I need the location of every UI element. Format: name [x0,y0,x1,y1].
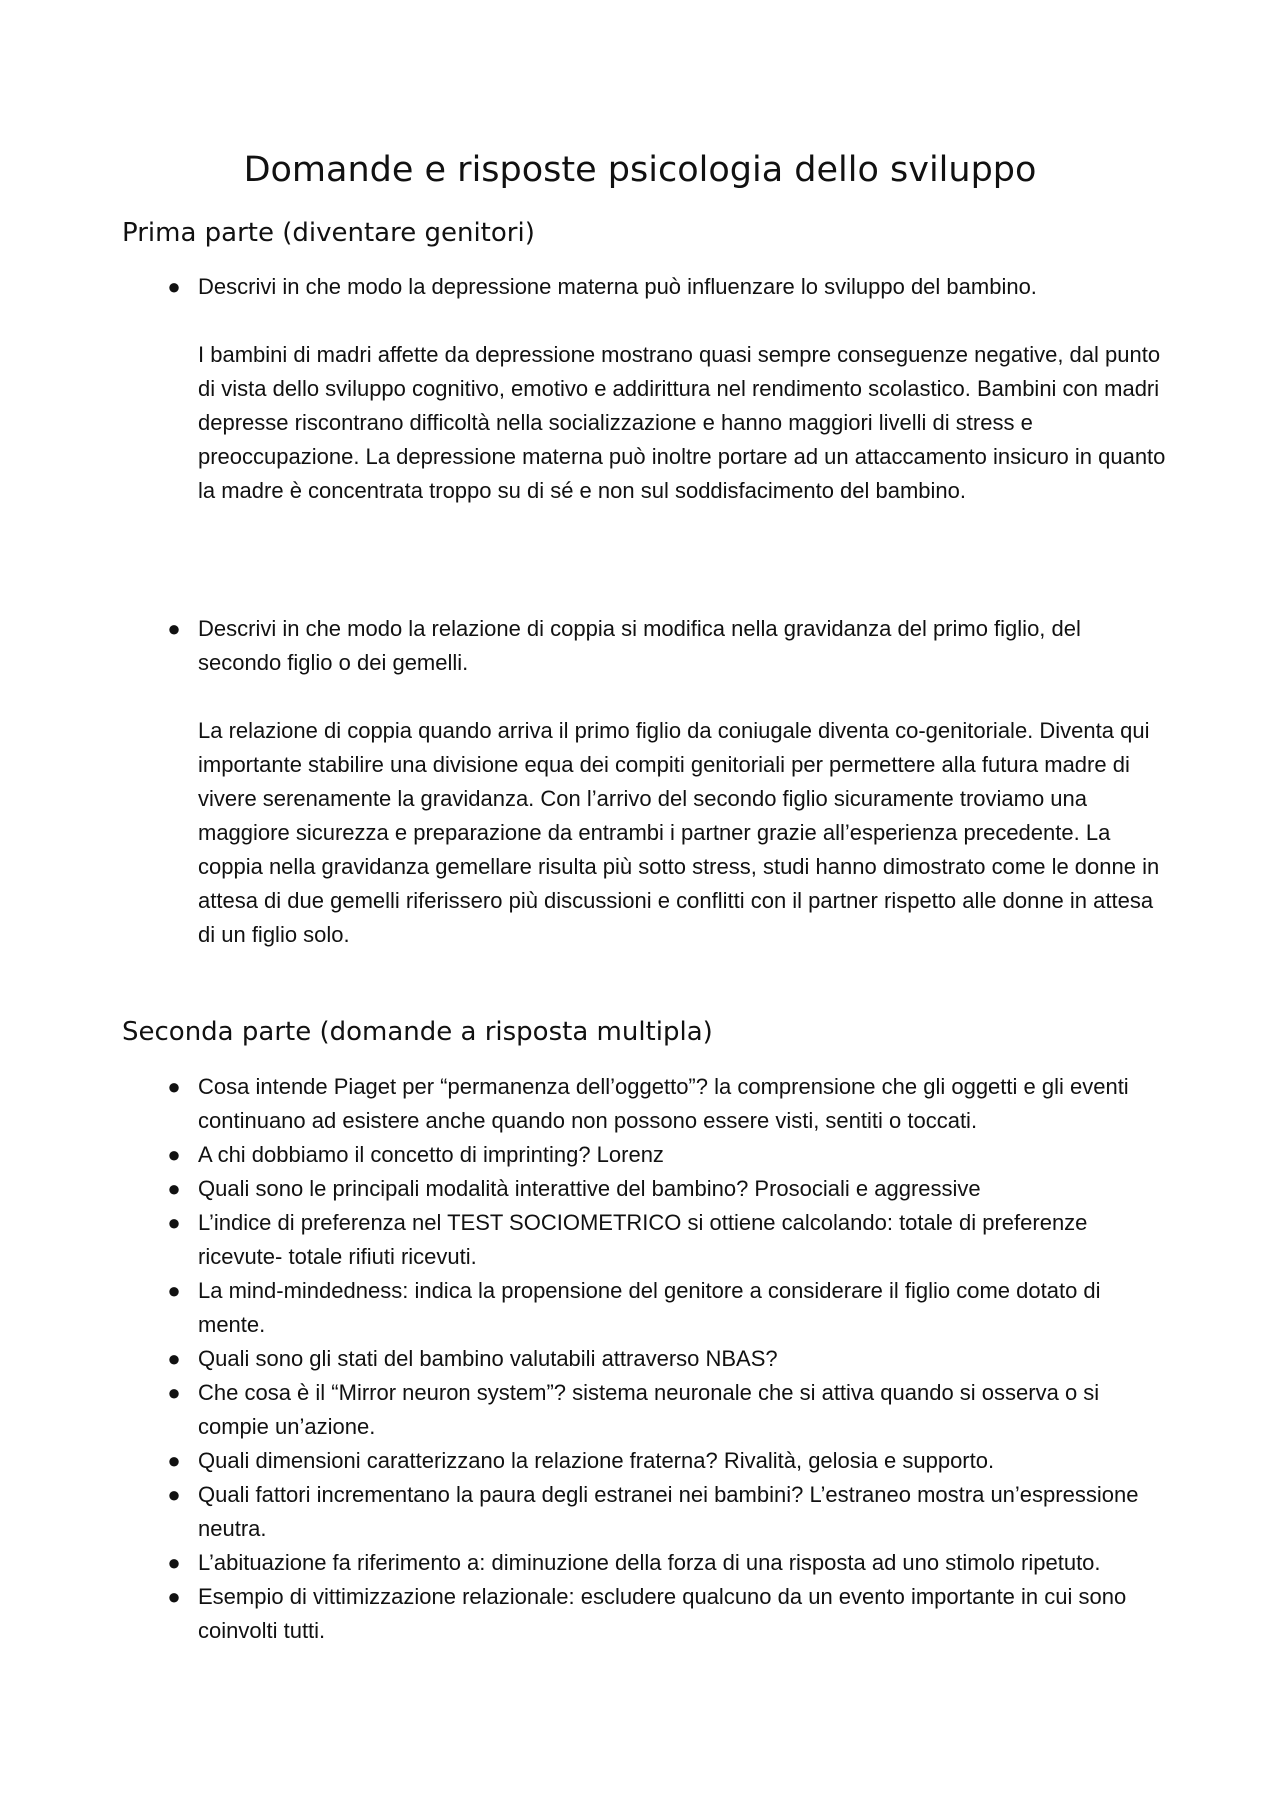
list-item-text: Quali fattori incrementano la paura degli estranei nei bambini? L’estraneo mostra un’espressione neutra. [198,1482,1139,1541]
list-item [167,1546,1168,1580]
list-item [167,1172,1168,1206]
list-item-text: La mind-mindedness: indica la propensione del genitore a considerare il figlio come dotato di mente. [198,1278,1101,1337]
list-item-text: Esempio di vittimizzazione relazionale: escludere qualcuno da un evento importante in cui sono coinvolti tutti. [198,1584,1127,1643]
bullet-icon: ● [167,1346,181,1371]
answer-text: I bambini di madri affette da depressione mostrano quasi sempre conseguenze negative, dal punto di vista dello sviluppo cognitivo, emotivo e addirittura nel rendimento scolastico. Bambini con madri depresse riscontrano difficoltà nella socializzazione e hanno maggiori livelli di stress e preoccupazione. La depressione materna può inoltre portare ad un attaccamento insicuro in quanto la madre è concentrata troppo su di sé e non sul soddisfacimento del bambino. [198,342,1166,503]
list-item [167,1274,1168,1342]
list-item [167,1444,1168,1478]
list-item-text: L’abituazione fa riferimento a: diminuzione della forza di una risposta ad uno stimolo ripetuto. [198,1550,1101,1575]
list-item-question-2 [167,612,1168,952]
answer-text: La relazione di coppia quando arriva il primo figlio da coniugale diventa co-genitoriale. Diventa qui importante stabilire una divisione equa dei compiti genitoriali per permettere alla futura madre di vivere serenamente la gravidanza. Con l’arrivo del secondo figlio sicuramente troviamo una maggiore sicurezza e preparazione da entrambi i partner grazie all’esperienza precedente. La coppia nella gravidanza gemellare risulta più sotto stress, studi hanno dimostrato come le donne in attesa di due gemelli riferissero più discussioni e conflitti con il partner rispetto alle donne in attesa di un figlio solo. [198,718,1160,947]
list-item [167,1138,1168,1172]
bullet-icon: ● [167,1210,181,1235]
bullet-icon: ● [167,1278,181,1303]
bullet-icon: ● [167,616,181,641]
bullet-icon: ● [167,1380,181,1405]
bullet-icon: ● [167,1448,181,1473]
list-item [167,1206,1168,1274]
list-item-text: A chi dobbiamo il concetto di imprinting? Lorenz [198,1142,664,1167]
page-title: Domande e risposte psicologia dello sviluppo [243,150,1037,190]
multiple-choice-list [167,1070,1168,1648]
list-item [167,1070,1168,1138]
bullet-icon: ● [167,1482,181,1507]
list-item-text: Che cosa è il “Mirror neuron system”? sistema neuronale che si attiva quando si osserva o si compie un’azione. [198,1380,1100,1439]
section-heading-first-part: Prima parte (diventare genitori) [122,218,535,248]
bullet-icon: ● [167,1550,181,1575]
list-item [167,1580,1168,1648]
bullet-icon: ● [167,1074,181,1099]
list-item-text: Quali dimensioni caratterizzano la relazione fraterna? Rivalità, gelosia e supporto. [198,1448,995,1473]
list-item [167,1342,1168,1376]
list-item-text: L’indice di preferenza nel TEST SOCIOMETRICO si ottiene calcolando: totale di preferenze ricevute- totale rifiuti ricevuti. [198,1210,1088,1269]
bullet-icon: ● [167,274,181,299]
bullet-icon: ● [167,1584,181,1609]
list-item [167,1478,1168,1546]
bullet-icon: ● [167,1142,181,1167]
list-item-text: Quali sono le principali modalità interattive del bambino? Prosociali e aggressive [198,1176,981,1201]
question-text: Descrivi in che modo la depressione materna può influenzare lo sviluppo del bambino. [198,274,1037,299]
bullet-icon: ● [167,1176,181,1201]
list-item-question-1 [167,270,1168,508]
question-text: Descrivi in che modo la relazione di coppia si modifica nella gravidanza del primo figlio, del secondo figlio o dei gemelli. [198,616,1081,675]
list-item-text: Cosa intende Piaget per “permanenza dell’oggetto”? la comprensione che gli oggetti e gli eventi continuano ad esistere anche quando non possono essere visti, sentiti o toccati. [198,1074,1129,1133]
list-item-text: Quali sono gli stati del bambino valutabili attraverso NBAS? [198,1346,778,1371]
section-heading-second-part: Seconda parte (domande a risposta multipla) [122,1017,713,1047]
list-item [167,1376,1168,1444]
